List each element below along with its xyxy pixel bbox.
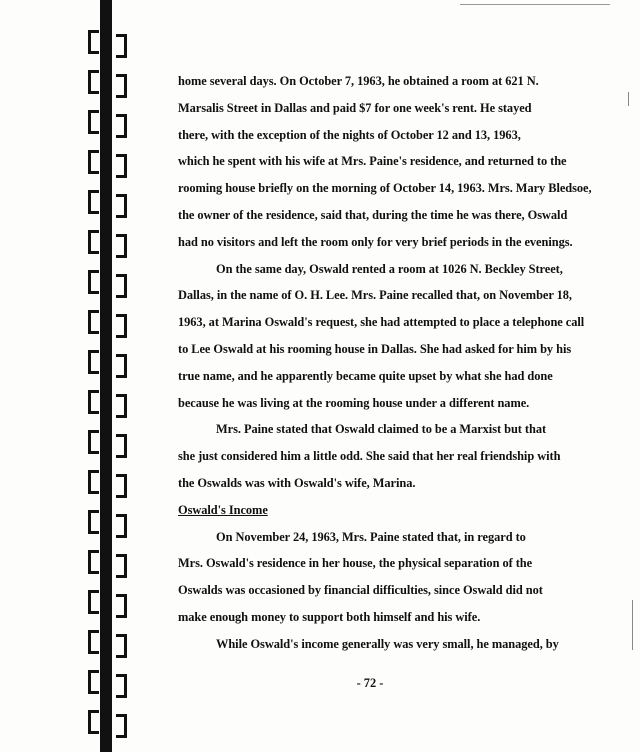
binding-ring-right <box>116 434 127 458</box>
binding-ring-left <box>88 150 99 174</box>
binding-ring-left <box>88 270 99 294</box>
binding-ring-left <box>88 350 99 374</box>
text-line: Mrs. Oswald's residence in her house, the physical separation of the <box>178 556 533 571</box>
binding-ring-right <box>116 394 127 418</box>
page-number: - 72 - <box>356 676 384 690</box>
text-line: On the same day, Oswald rented a room at 1026 N. Beckley Street, <box>216 261 563 276</box>
text-line: Dallas, in the name of O. H. Lee. Mrs. Paine recalled that, on November 18, <box>178 288 572 303</box>
text-line: make enough money to support both himself and his wife. <box>178 609 481 624</box>
scan-top-rule <box>460 4 610 5</box>
binding-ring-right <box>116 354 127 378</box>
text-line: Marsalis Street in Dallas and paid $7 for one week's rent. He stayed <box>178 100 532 115</box>
binding-ring-right <box>116 234 127 258</box>
binding-ring-left <box>88 190 99 214</box>
binding-ring-left <box>88 390 99 414</box>
binding-ring-left <box>88 430 99 454</box>
binding-ring-left <box>88 30 99 54</box>
binding-ring-left <box>88 310 99 334</box>
margin-mark <box>628 92 629 106</box>
text-line: home several days. On October 7, 1963, he obtained a room at 621 N. <box>178 74 539 88</box>
binding-ring-right <box>116 714 127 738</box>
text-line: had no visitors and left the room only for very brief periods in the evenings. <box>178 234 573 249</box>
binding-ring-left <box>88 110 99 134</box>
text-line: the owner of the residence, said that, during the time he was there, Oswald <box>178 207 568 222</box>
binding-ring-right <box>116 114 127 138</box>
body-text <box>178 68 608 658</box>
binding-ring-left <box>88 510 99 534</box>
binding-ring-right <box>116 74 127 98</box>
text-line: On November 24, 1963, Mrs. Paine stated that, in regard to <box>216 529 526 544</box>
binding-ring-right <box>116 194 127 218</box>
text-line: true name, and he apparently became quite upset by what she had done <box>178 368 553 383</box>
margin-mark <box>632 600 633 650</box>
text-line: Mrs. Paine stated that Oswald claimed to be a Marxist but that <box>216 422 547 437</box>
text-line: the Oswalds was with Oswald's wife, Marina. <box>178 475 416 490</box>
binding-ring-right <box>116 474 127 498</box>
binding-ring-left <box>88 630 99 654</box>
binding-ring-left <box>88 230 99 254</box>
binding-ring-right <box>116 154 127 178</box>
binding-ring-right <box>116 274 127 298</box>
binding-ring-right <box>116 554 127 578</box>
binding-ring-right <box>116 514 127 538</box>
binding-ring-right <box>116 314 127 338</box>
text-line: 1963, at Marina Oswald's request, she had attempted to place a telephone call <box>178 315 585 330</box>
binding-ring-left <box>88 590 99 614</box>
binding-ring-left <box>88 710 99 734</box>
text-line: she just considered him a little odd. She said that her real friendship with <box>178 449 561 464</box>
binding-ring-left <box>88 70 99 94</box>
text-line: While Oswald's income generally was very small, he managed, by <box>216 636 559 651</box>
binding-ring-left <box>88 470 99 494</box>
binding-ring-right <box>116 594 127 618</box>
comb-binding <box>86 0 140 752</box>
text-line: Oswalds was occasioned by financial difficulties, since Oswald did not <box>178 583 543 598</box>
binding-ring-right <box>116 634 127 658</box>
text-line: there, with the exception of the nights of October 12 and 13, 1963, <box>178 127 521 142</box>
text-line: to Lee Oswald at his rooming house in Dallas. She had asked for him by his <box>178 341 572 356</box>
text-line: which he spent with his wife at Mrs. Paine's residence, and returned to the <box>178 154 567 169</box>
binding-ring-right <box>116 34 127 58</box>
binding-spine <box>100 0 112 752</box>
section-heading: Oswald's Income <box>178 502 268 517</box>
binding-ring-left <box>88 550 99 574</box>
text-line: rooming house briefly on the morning of October 14, 1963. Mrs. Mary Bledsoe, <box>178 181 592 196</box>
text-line: because he was living at the rooming house under a different name. <box>178 395 530 410</box>
